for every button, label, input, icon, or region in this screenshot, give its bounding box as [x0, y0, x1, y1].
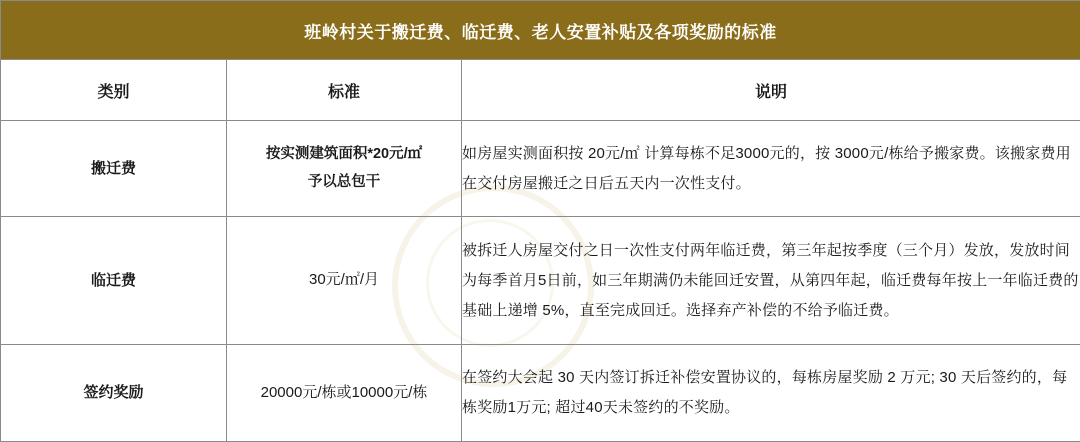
row-description: 被拆迁人房屋交付之日一次性支付两年临迁费，第三年起按季度（三个月）发放，发放时间为每季首月5日前，如三年期满仍未能回迁安置，从第四年起，临迁费每年按上一年临迁费的基础上递增 5%，直至完成回迁。选择弃产补偿的不给予临迁费。 — [462, 217, 1080, 345]
row-standard-line-1: 30元/㎡/月 — [227, 266, 461, 295]
row-standard-line-1: 按实测建筑面积*20元/㎡ — [227, 141, 461, 169]
row-standard-line-1: 20000元/栋或10000元/栋 — [227, 379, 461, 408]
row-standard — [227, 345, 462, 442]
row-standard — [227, 217, 462, 345]
row-category: 搬迁费 — [1, 121, 227, 217]
row-category: 临迁费 — [1, 217, 227, 345]
row-standard-line-2: 予以总包干 — [227, 169, 461, 197]
row-description: 如房屋实测面积按 20元/㎡ 计算每栋不足3000元的，按 3000元/栋给予搬家费。该搬家费用在交付房屋搬迁之日后五天内一次性支付。 — [462, 121, 1080, 217]
table-title-row — [1, 1, 1080, 60]
row-standard — [227, 121, 462, 217]
table-title: 班岭村关于搬迁费、临迁费、老人安置补贴及各项奖励的标准 — [1, 1, 1080, 60]
table-row — [1, 217, 1080, 345]
header-category: 类别 — [1, 60, 227, 121]
header-description: 说明 — [462, 60, 1080, 121]
header-standard: 标准 — [227, 60, 462, 121]
table-header-row — [1, 60, 1080, 121]
table-row — [1, 121, 1080, 217]
table-row — [1, 345, 1080, 442]
row-category: 签约奖励 — [1, 345, 227, 442]
row-description: 在签约大会起 30 天内签订拆迁补偿安置协议的，每栋房屋奖励 2 万元; 30 天后签约的，每栋奖励1万元; 超过40天未签约的不奖励。 — [462, 345, 1080, 442]
